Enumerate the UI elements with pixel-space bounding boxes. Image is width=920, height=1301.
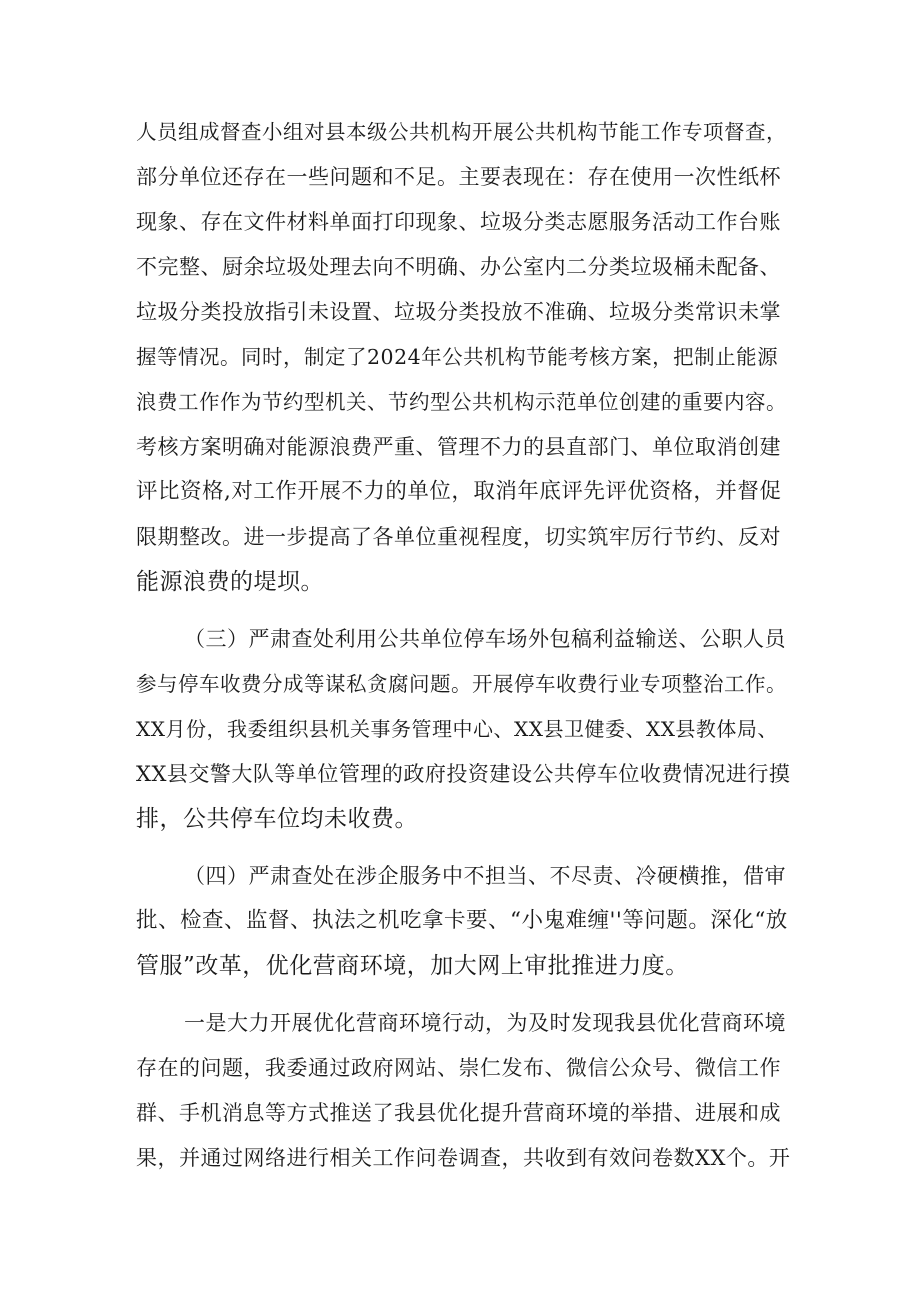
- paragraph-2-line-2: 参与停车收费分成等谋私贪腐问题。开展停车收费行业专项整治工作。: [136, 672, 787, 696]
- paragraph-2-line-3: XX月份，我委组织县机关事务管理中心、XX县卫健委、XX县教体局、: [136, 717, 778, 741]
- paragraph-1-line-9: 评比资格,对工作开展不力的单位，取消年底评先评优资格，并督促: [136, 479, 782, 504]
- paragraph-1-line-8: 考核方案明确对能源浪费严重、管理不力的县直部门、单位取消创建: [136, 435, 781, 459]
- paragraph-4-line-3: 群、手机消息等方式推送了我县优化提升营商环境的举措、进展和成: [136, 1101, 781, 1125]
- paragraph-1-line-5: 垃圾分类投放指引未设置、垃圾分类投放不准确、垃圾分类常识未掌: [136, 300, 781, 324]
- paragraph-1-line-10: 限期整改。进一步提高了各单位重视程度，切实筑牢厉行节约、反对: [136, 525, 781, 549]
- paragraph-3-line-1: （四）严肃查处在涉企服务中不担当、不尽责、冷硬横推，借审: [184, 864, 786, 888]
- paragraph-2-line-4: XX县交警大队等单位管理的政府投资建设公共停车位收费情况进行摸: [136, 762, 791, 786]
- paragraph-1-line-4: 不完整、厨余垃圾处理去向不明确、办公室内二分类垃圾桶未配备、: [136, 255, 781, 279]
- paragraph-4-line-4: 果，并通过网络进行相关工作问卷调查，共收到有效问卷数XX个。开: [136, 1146, 791, 1170]
- paragraph-1-line-3: 现象、存在文件材料单面打印现象、垃圾分类志愿服务活动工作台账: [136, 210, 781, 234]
- paragraph-2-line-5: 排，公共停车位均未收费。: [136, 806, 418, 832]
- paragraph-1-line-7: 浪费工作作为节约型机关、节约型公共机构示范单位创建的重要内容。: [136, 390, 787, 414]
- paragraph-1-line-6: 握等情况。同时，制定了2024年公共机构节能考核方案，把制止能源: [136, 345, 779, 369]
- paragraph-4-line-1: 一是大力开展优化营商环境行动，为及时发现我县优化营商环境: [184, 1011, 786, 1035]
- paragraph-4-line-2: 存在的问题，我委通过政府网站、崇仁发布、微信公众号、微信工作: [136, 1056, 781, 1080]
- paragraph-2-line-1: （三）严肃查处利用公共单位停车场外包稿利益输送、公职人员: [184, 627, 786, 651]
- paragraph-3-line-3: 管服”改革，优化营商环境，加大网上审批推进力度。: [136, 953, 689, 979]
- paragraph-1-line-11: 能源浪费的堤坝。: [136, 569, 324, 595]
- paragraph-1-line-2: 部分单位还存在一些问题和不足。主要表现在：存在使用一次性纸杯: [136, 165, 781, 189]
- paragraph-3-line-2: 批、检查、监督、执法之机吃拿卡要、“小鬼难缠''等问题。深化“放: [136, 908, 788, 933]
- paragraph-1-line-1: 人员组成督查小组对县本级公共机构开展公共机构节能工作专项督查，: [136, 120, 787, 144]
